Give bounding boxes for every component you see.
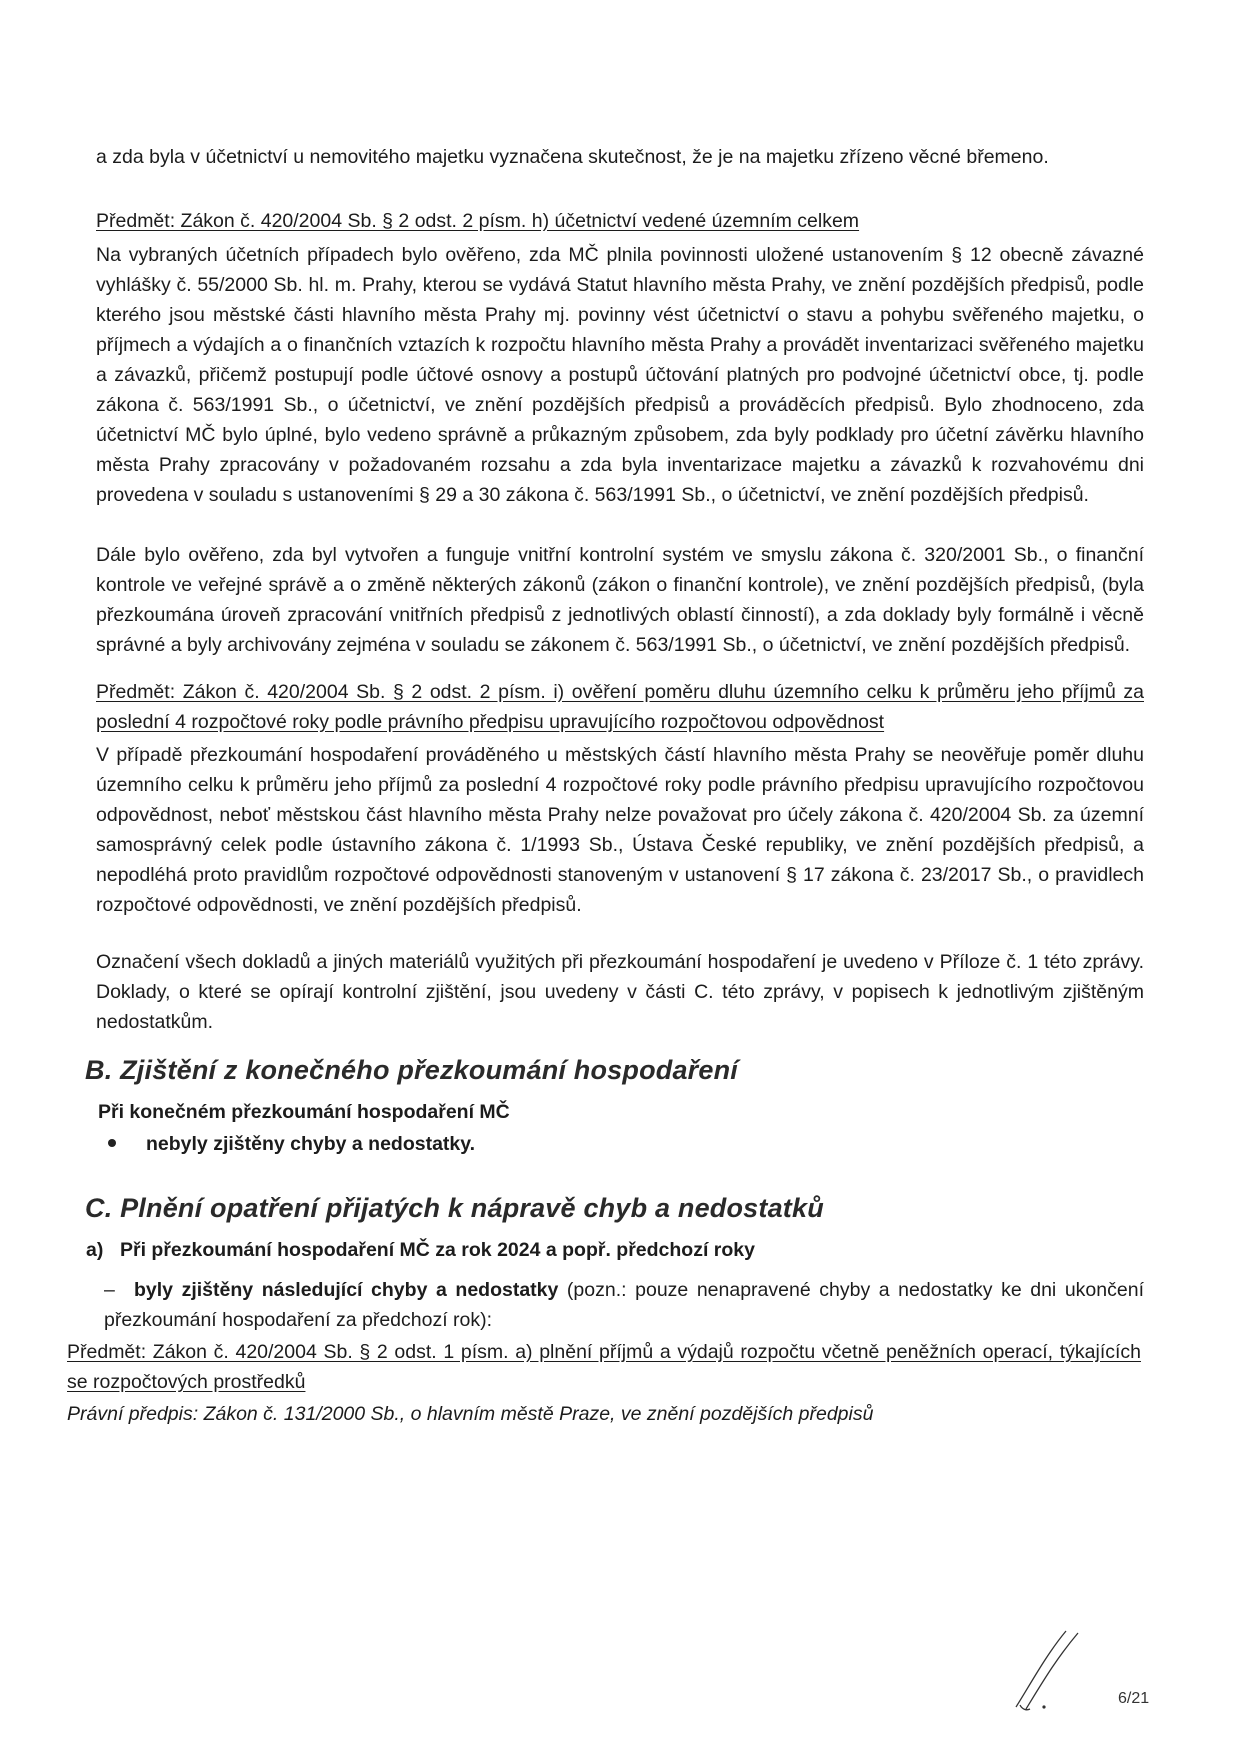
paragraph-text: Na vybraných účetních případech bylo ověřeno, zda MČ plnila povinnosti uložené ustanovením § 12 obecně závazné vyhlášky č. 55/2000 Sb. hl. m. Prahy, kterou se vydává Statut hlavního města Prahy, ve znění pozdějších předpisů, podle kterého jsou městské části hlavního města Prahy mj. povinny vést účetnictví o stavu a pohybu svěřeného majetku, o příjmech a výdajích a o finančních vztazích k rozpočtu hlavního města Prahy a provádět inventarizaci svěřeného majetku a závazků, přičemž postupují podle účtové osnovy a postupů účtování platných pro podvojné účetnictví obce, tj. podle zákona č. 563/1991 Sb., o účetnictví, ve znění pozdějších předpisů a prováděcích předpisů. Bylo zhodnoceno, zda účetnictví MČ bylo úplné, bylo vedeno správně a průkazným způsobem, zda byly podklady pro účetní závěrku hlavního města Prahy zpracovány v požadovaném rozsahu a zda byla inventarizace majetku a závazků k rozvahovému dni provedena v souladu s ustanoveními § 29 a 30 zákona č. 563/1991 Sb., o účetnictví, ve znění pozdějších předpisů. [96, 244, 1144, 506]
paragraph-documents [96, 947, 1144, 1037]
paragraph-text: Označení všech dokladů a jiných materiálů využitých při přezkoumání hospodaření je uvedeno v Příloze č. 1 této zprávy. Doklady, o které se opírají kontrolní zjištění, jsou uvedeny v části C. této zprávy, v popisech k jednotlivým zjištěným nedostatkům. [96, 951, 1144, 1033]
section-b-subheading: Při konečném přezkoumání hospodaření MČ [98, 1101, 510, 1123]
subject-i [96, 677, 1144, 737]
paragraph-easement [96, 142, 1144, 172]
paragraph-text: V případě přezkoumání hospodaření prováděného u městských částí hlavního města Prahy se neověřuje poměr dluhu územního celku k průměru jeho příjmů za poslední 4 rozpočtové roky podle právního předpisu upravujícího rozpočtovou odpovědnost, neboť městskou část hlavního města Prahy nelze považovat pro účely zákona č. 420/2004 Sb. za územní samosprávný celek podle ústavního zákona č. 1/1993 Sb., Ústava České republiky, ve znění pozdějších předpisů, a nepodléhá proto pravidlům rozpočtové odpovědnosti stanoveným v ustanovení § 17 zákona č. 23/2017 Sb., o pravidlech rozpočtové odpovědnosti, ve znění pozdějších předpisů. [96, 744, 1144, 916]
section-c-dash-item [104, 1275, 1144, 1335]
section-b-bullet [108, 1133, 475, 1156]
item-text: Při přezkoumání hospodaření MČ za rok 2024 a popř. předchozí roky [120, 1239, 755, 1261]
paragraph-text: a zda byla v účetnictví u nemovitého majetku vyznačena skutečnost, že je na majetku zřízeno věcné břemeno. [96, 146, 1049, 168]
legal-basis: Právní předpis: Zákon č. 131/2000 Sb., o hlavním městě Praze, ve znění pozdějších předpisů [67, 1403, 874, 1425]
bullet-text: nebyly zjištěny chyby a nedostatky. [146, 1133, 476, 1155]
dash-rest-text: (pozn.: pouze nenapravené chyby a nedostatky ke dni ukončení přezkoumání hospodaření za předchozí rok): [104, 1279, 1144, 1331]
dash-bold-text: byly zjištěny následující chyby a nedostatky [134, 1279, 559, 1301]
section-b-heading: B. Zjištění z konečného přezkoumání hospodaření [85, 1055, 738, 1085]
signature-mark [1008, 1625, 1088, 1715]
subject-heading: Předmět: Zákon č. 420/2004 Sb. § 2 odst. 1 písm. a) plnění příjmů a výdajů rozpočtu včetně peněžních operací, týkajících se rozpočtových prostředků [67, 1341, 1141, 1393]
page-number: 6/21 [1118, 1690, 1150, 1707]
item-label: a) [86, 1239, 104, 1261]
paragraph-text: Dále bylo ověřeno, zda byl vytvořen a funguje vnitřní kontrolní systém ve smyslu zákona č. 320/2001 Sb., o finanční kontrole ve veřejné správě a o změně některých zákonů (zákon o finanční kontrole), ve znění pozdějších předpisů, (byla přezkoumána úroveň zpracování vnitřních předpisů z jednotlivých oblastí činností), a zda doklady byly formálně i věcně správné a byly archivovány zejména v souladu se zákonem č. 563/1991 Sb., o účetnictví, ve znění pozdějších předpisů. [96, 544, 1144, 656]
paragraph-internal-control [96, 540, 1144, 660]
section-c-heading: C. Plnění opatření přijatých k nápravě chyb a nedostatků [85, 1193, 824, 1223]
subject-heading: Předmět: Zákon č. 420/2004 Sb. § 2 odst. 2 písm. i) ověření poměru dluhu územního celku k průměru jeho příjmů za poslední 4 rozpočtové roky podle právního předpisu upravujícího rozpočtovou odpovědnost [96, 681, 1144, 733]
bullet-icon [108, 1139, 116, 1147]
dash-icon: – [104, 1279, 115, 1301]
subject-heading: Předmět: Zákon č. 420/2004 Sb. § 2 odst. 2 písm. h) účetnictví vedené územním celkem [96, 210, 860, 232]
subject-a [67, 1337, 1141, 1397]
section-c-item-a [86, 1235, 1134, 1265]
paragraph-debt-ratio [96, 740, 1144, 920]
subject-h [96, 206, 1144, 236]
paragraph-accounting [96, 240, 1144, 510]
